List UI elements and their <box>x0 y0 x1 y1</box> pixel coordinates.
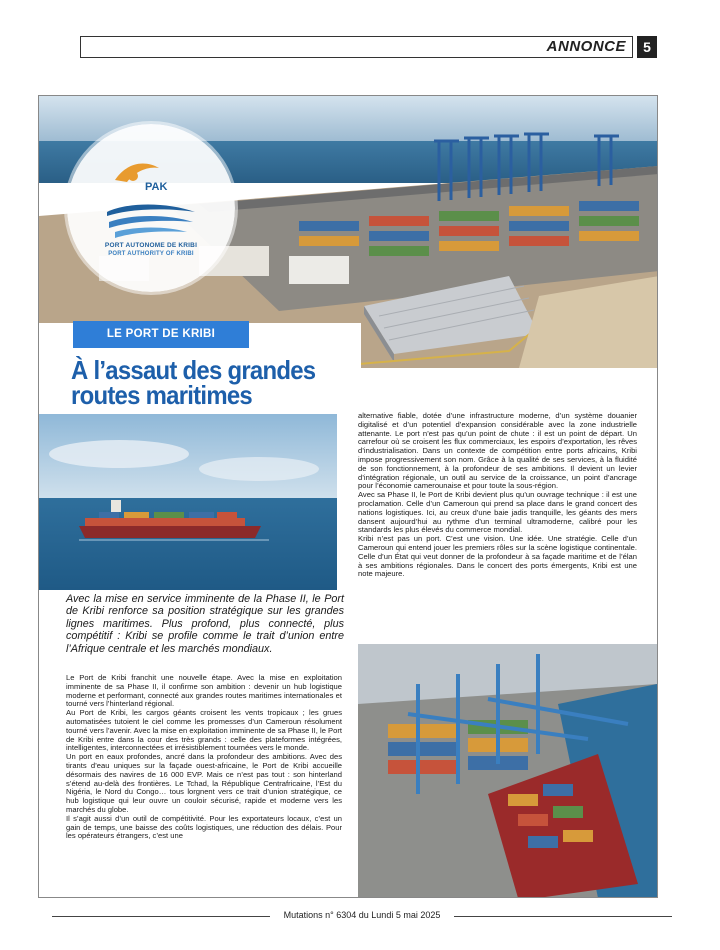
body-column-left <box>66 674 342 841</box>
section-tag: LE PORT DE KRIBI <box>73 321 249 348</box>
body-paragraph: Kribi n’est pas un port. C’est une vision. Une idée. Une stratégie. Celle d’un Cameroun qui entend jouer les premiers rôles sur la scène logistique continentale. Celle d’un État qui veut donner de la profondeur à sa façade maritime et de l’élan à ses ambitions régionales. Dans le concert des ports émergents, Kribi est une note majeure. <box>358 534 637 579</box>
footer-issue: Mutations n° 6304 du Lundi 5 mai 2025 <box>283 910 441 920</box>
body-paragraph: Avec sa Phase II, le Port de Kribi devient plus qu’un ouvrage technique : il est une proclamation. Celle d’un Cameroun qui prend sa place dans le grand concert des nations logistiques. Ici, au creux d’une baie jadis tranquille, les géants des mers dansent aujourd’hui au rythme d’un terminal ultramoderne, calibré pour les standards les plus élevés du commerce mondial. <box>358 490 637 535</box>
article-lead: Avec la mise en service imminente de la Phase II, le Port de Kribi renforce sa position stratégique sur les grandes lignes maritimes. Plus profond, plus connecté, plus compétitif : Kribi se profile comme le trait d’union entre l’Afrique centrale et les marchés mondiaux. <box>66 593 344 655</box>
header-bar <box>80 36 633 58</box>
article-title: À l’assaut des grandes routes maritimes <box>71 355 316 410</box>
logo-name-fr: PORT AUTONOME DE KRIBI <box>104 242 198 249</box>
body-paragraph: alternative fiable, dotée d’une infrastructure moderne, d’un système douanier digitalisé et d’un potentiel d’expansion considérable avec la zone industrielle attenante. Le port n’est pas qu’un point de chute : il est un point de départ. Un carrefour où se croisent les flux commerciaux, les espoirs d’exportation, les rêves d’industrialisation. Dans un contexte de compétition entre ports africains, Kribi impose progressivement son nom. Grâce à la qualité de ses services, à la fluidité de son fonctionnement, à la profondeur de ses ambitions. Il devient un levier d’intégration régionale, un outil au service de la croissance, un point d’ancrage pour l’économie camerounaise et pour toute la sous-région. <box>358 411 637 491</box>
body-paragraph: Un port en eaux profondes, ancré dans la profondeur des ambitions. Avec des tirants d’eau uniques sur la façade ouest-africaine, le Port de Kribi accueille désormais des navires de 16 000 EVP. Mais ce n’est pas tout : son hinterland s’étend au-delà des frontières. Le Tchad, la République Centrafricaine, l’Est du Nigéria, le Nord du Congo… tous lorgnent vers ce trait d’union stratégique, ce hub logistique qui leur ouvre un couloir sécurisé, rapide et moderne vers les marchés du globe. <box>66 752 342 814</box>
ship-at-sea-photo <box>39 414 337 590</box>
footer-rule-right <box>454 916 672 917</box>
pak-logo <box>67 124 235 292</box>
container-ship-illustration <box>39 414 337 590</box>
body-paragraph: Il s’agit aussi d’un outil de compétitivité. Pour les exportateurs locaux, c’est un gain de temps, une baisse des coûts logistiques, une réduction des délais. Pour les opérateurs étrangers, c’est une <box>66 813 342 841</box>
quay-aerial-illustration <box>358 644 657 898</box>
section-label: ANNONCE <box>546 38 626 55</box>
ship-at-quay-photo <box>358 644 657 898</box>
pak-emblem-icon <box>67 124 235 292</box>
logo-name-en: PORT AUTHORITY OF KRIBI <box>108 251 194 257</box>
footer-rule-left <box>52 916 270 917</box>
logo-acronym: PAK <box>145 181 168 193</box>
body-paragraph: Au Port de Kribi, les cargos géants croisent les vents tropicaux ; les grues automatisées tutoient le ciel comme les promesses d’un Cameroun résolument tourné vers l’avenir. Avec la mise en exploitation imminente de sa Phase II, le Port de Kribi entre dans la cour des très grands : celle des plateformes intégrées, intelligentes, interconnectées et irrésistiblement tournées vers le monde. <box>66 708 342 753</box>
page-number: 5 <box>637 36 657 58</box>
body-column-right <box>358 412 637 579</box>
advertisement-frame <box>38 95 658 898</box>
body-paragraph: Le Port de Kribi franchit une nouvelle étape. Avec la mise en exploitation imminente de sa Phase II, il confirme son ambition : devenir un hub logistique moderne et performant, connecté aux grandes routes maritimes internationales et tourné vers l’hinterland régional. <box>66 673 342 709</box>
